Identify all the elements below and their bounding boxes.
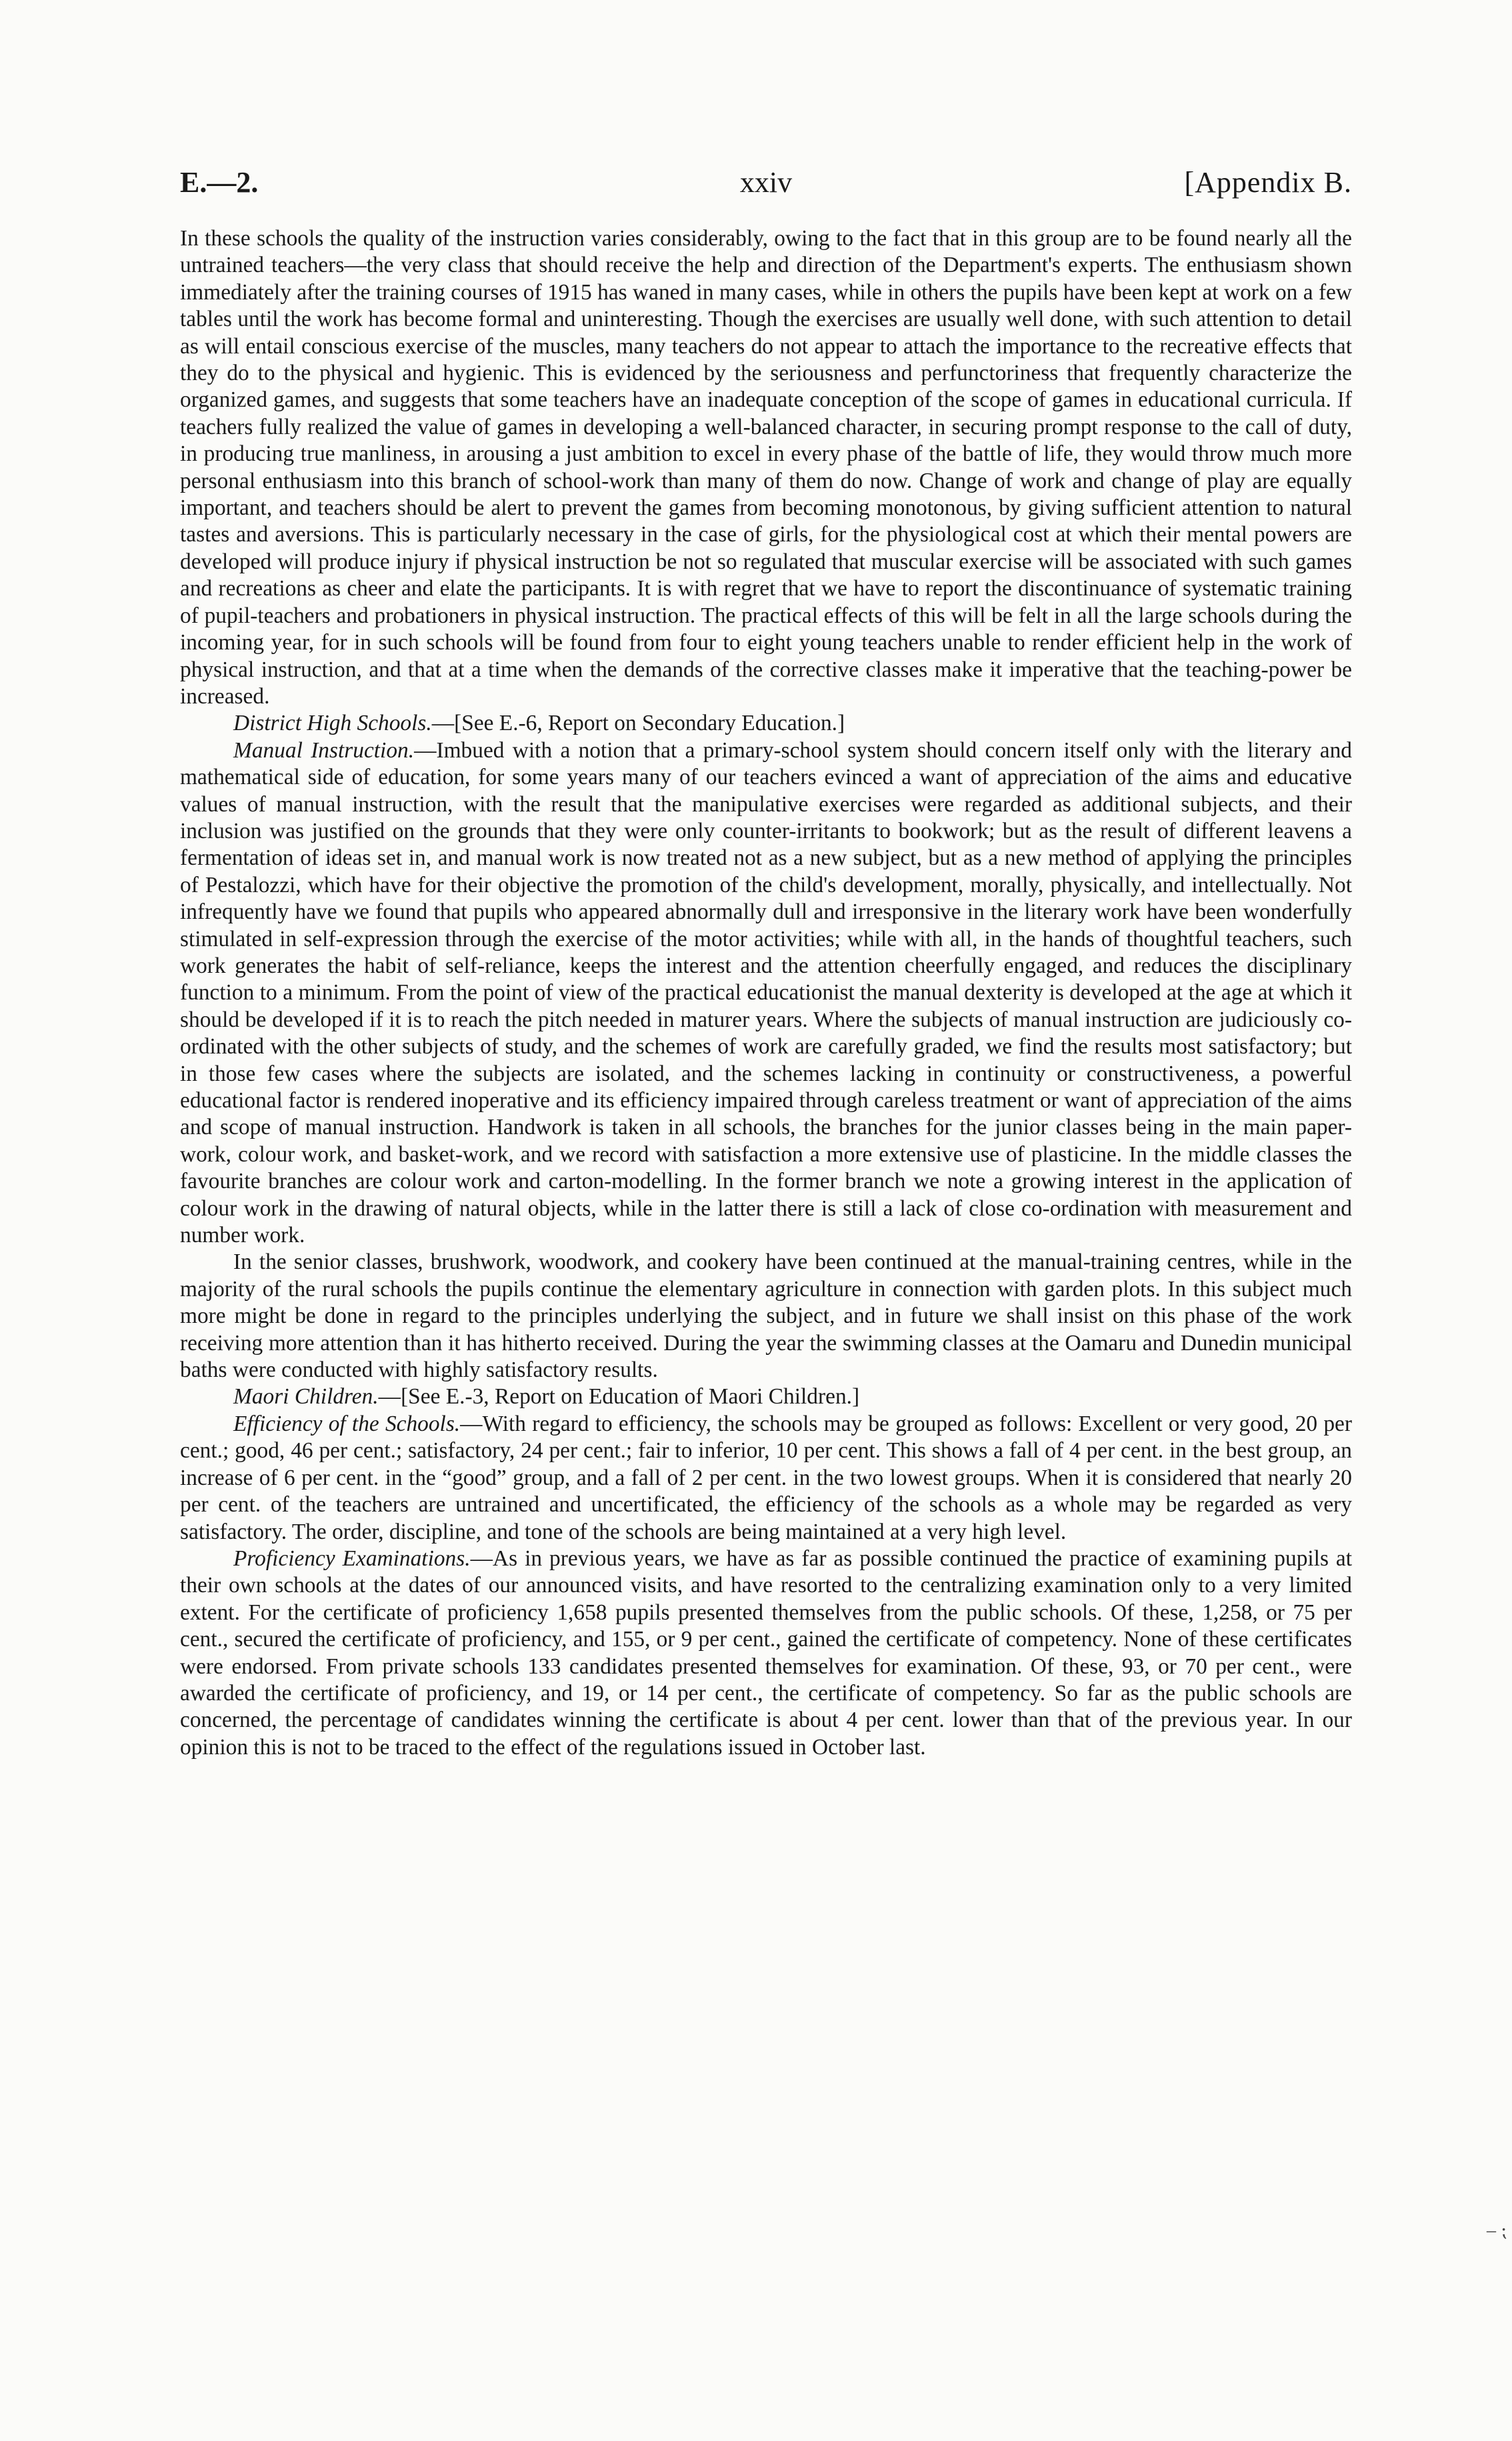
paragraph-manual-instruction bbox=[180, 737, 1352, 1250]
paragraph-maori-children bbox=[180, 1384, 1352, 1410]
paragraph-senior-classes: In the senior classes, brushwork, woodwork, and cookery have been continued at the manual-training centres, while in the majority of the rural schools the pupils continue the elementary agriculture in connection with garden plots. In this subject much more might be done in regard to the principles underlying the subject, and in future we shall insist on this phase of the work receiving more attention than it has hitherto received. During the year the swimming classes at the Oamaru and Dunedin municipal baths were conducted with highly satisfactory results. bbox=[180, 1250, 1352, 1383]
document-page bbox=[180, 153, 1352, 1761]
paragraph-proficiency-examinations bbox=[180, 1546, 1352, 1761]
paragraph-district-high-schools bbox=[180, 710, 1352, 737]
body-text bbox=[180, 225, 1352, 1761]
section-heading: Manual Instruction. bbox=[233, 737, 415, 763]
paragraph-text: —[See E.-3, Report on Education of Maori Children.] bbox=[378, 1384, 860, 1410]
section-heading: Efficiency of the Schools. bbox=[233, 1411, 461, 1436]
paragraph-physical-instruction: In these schools the quality of the instruction varies considerably, owing to the fact that in this group are to be found nearly all the untrained teachers—the very class that should receive the help and direction of the Department's experts. The enthusiasm shown immediately after the training courses of 1915 has waned in many cases, while in others the pupils have been kept at work on a few tables until the work has become formal and uninteresting. Though the exercises are usually well done, with such attention to detail as will entail conscious exercise of the muscles, many teachers do not appear to attach the importance to the recreative effects that they do to the physical and hygienic. This is evidenced by the seriousness and perfunctoriness that frequently characterize the organized games, and suggests that some teachers have an inadequate conception of the scope of games in educational curricula. If teachers fully realized the value of games in developing a well-balanced character, in securing prompt response to the call of duty, in producing true manliness, in arousing a just ambition to excel in every phase of the battle of life, they would throw much more personal enthusiasm into this branch of school-work than many of them do now. Change of work and change of play are equally important, and teachers should be alert to prevent the games from becoming monotonous, by giving sufficient attention to natural tastes and aversions. This is particularly necessary in the case of girls, for the physiological cost at which their mental powers are developed will produce injury if physical instruction be not so regulated that muscular exercise will be associated with such games and recreations as cheer and elate the participants. It is with regret that we have to report the discontinuance of systematic training of pupil-teachers and probationers in physical instruction. The practical effects of this will be felt in all the large schools during the incoming year, for in such schools will be found from four to eight young teachers unable to render efficient help in the work of physical instruction, and that at a time when the demands of the corrective classes make it imperative that the teaching-power be increased. bbox=[180, 226, 1352, 709]
paragraph-efficiency bbox=[180, 1411, 1352, 1546]
margin-mark-icon: ‒ ⁏ bbox=[1487, 2220, 1507, 2241]
document-code: E.—2. bbox=[180, 166, 259, 199]
section-heading: Proficiency Examinations. bbox=[233, 1546, 471, 1571]
appendix-label: [Appendix B. bbox=[1184, 166, 1352, 199]
section-heading: Maori Children. bbox=[233, 1384, 379, 1410]
page-number: xxiv bbox=[739, 166, 793, 199]
paragraph-text: —[See E.-6, Report on Secondary Education.] bbox=[431, 711, 845, 736]
page-header bbox=[180, 153, 1352, 200]
paragraph-text: —With regard to efficiency, the schools may be grouped as follows: Excellent or very good, 20 per cent.; good, 46 per cent.; satisfactory, 24 per cent.; fair to inferior, 10 per cent. This shows a fall of 4 per cent. in the best group, an increase of 6 per cent. in the “good” group, and a fall of 2 per cent. in the two lowest groups. When it is considered that nearly 20 per cent. of the teachers are untrained and uncertificated, the efficiency of the schools as a whole may be regarded as very satisfactory. The order, discipline, and tone of the schools are being maintained at a very high level. bbox=[180, 1411, 1352, 1544]
section-heading: District High Schools. bbox=[233, 711, 432, 736]
paragraph-text: —Imbued with a notion that a primary-school system should concern itself only with the literary and mathematical side of education, for some years many of our teachers evinced a want of appreciation of the aims and educative values of manual instruction, with the result that the manipulative exercises were regarded as additional subjects, and their inclusion was justified on the grounds that they were only counter-irritants to bookwork; but as the result of different leavens a fermentation of ideas set in, and manual work is now treated not as a new subject, but as a new method of applying the principles of Pestalozzi, which have for their objective the promotion of the child's development, morally, physically, and intellectually. Not infrequently have we found that pupils who appeared abnormally dull and irresponsive in the literary work have been wonderfully stimulated in self-expression through the exercise of the motor activities; while with all, in the hands of thoughtful teachers, such work generates the habit of self-reliance, keeps the interest and the attention cheerfully engaged, and reduces the disciplinary function to a minimum. From the point of view of the practical educationist the manual dexterity is developed at the age at which it should be developed if it is to reach the pitch needed in maturer years. Where the subjects of manual instruction are judiciously co-ordinated with the other subjects of study, and the schemes of work are carefully graded, we find the results most satisfactory; but in those few cases where the subjects are isolated, and the schemes lacking in continuity or constructiveness, a powerful educational factor is rendered inoperative and its efficiency impaired through careless treatment or want of appreciation of the aims and scope of manual instruction. Handwork is taken in all schools, the branches for the junior classes being in the main paper-work, colour work, and basket-work, and we record with satisfaction a more extensive use of plasticine. In the middle classes the favourite branches are colour work and carton-modelling. In the former branch we note a growing interest in the application of colour work in the drawing of natural objects, while in the latter there is still a lack of close co-ordination with measurement and number work. bbox=[180, 737, 1352, 1248]
paragraph-text: —As in previous years, we have as far as possible continued the practice of examining pupils at their own schools at the dates of our announced visits, and have resorted to the centralizing examination only to a very limited extent. For the certificate of proficiency 1,658 pupils presented themselves from the public schools. Of these, 1,258, or 75 per cent., secured the certificate of proficiency, and 155, or 9 per cent., gained the certificate of competency. None of these certificates were endorsed. From private schools 133 candidates presented themselves for examination. Of these, 93, or 70 per cent., were awarded the certificate of proficiency, and 19, or 14 per cent., the certificate of competency. So far as the public schools are concerned, the percentage of candidates winning the certificate is about 4 per cent. lower than that of the previous year. In our opinion this is not to be traced to the effect of the regulations issued in October last. bbox=[180, 1546, 1352, 1760]
